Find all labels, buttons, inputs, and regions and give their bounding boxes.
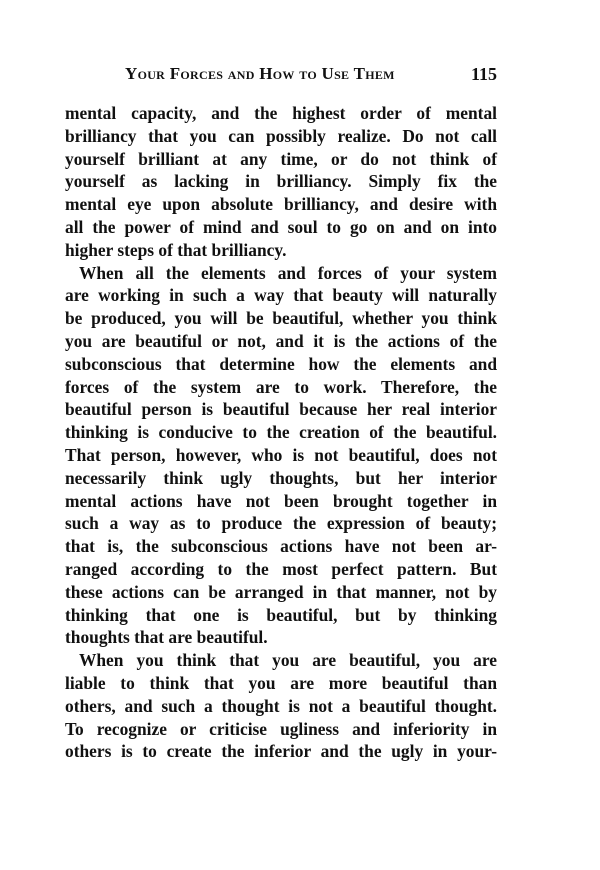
text-line: To recognize or criticise ugliness and inferiority in [65,718,497,739]
text-line: higher steps of that brilliancy. [65,239,287,260]
text-line: When all the elements and forces of your system [79,262,497,283]
text-line: mental actions have not been brought together in [65,490,497,511]
text-line: thinking is conducive to the creation of the beautiful. [65,422,497,443]
body-text [65,102,497,763]
text-line: these actions can be arranged in that manner, not by [65,581,497,602]
text-line: liable to think that you are more beautiful than [65,672,497,693]
text-line: mental eye upon absolute brilliancy, and desire with [65,194,497,215]
page-header [65,62,497,88]
text-line: others, and such a thought is not a beautiful thought. [65,695,497,716]
text-line: thoughts that are beautiful. [65,627,268,648]
paragraph [65,649,497,763]
paragraph [65,102,497,262]
page-number: 115 [470,64,497,84]
text-line: are working in such a way that beauty will naturally [65,285,497,306]
running-title: Your Forces and How to Use Them [125,64,395,83]
text-line: mental capacity, and the highest order of mental [65,103,497,123]
text-line: yourself as lacking in brilliancy. Simply fix the [65,171,497,192]
text-line: subconscious that determine how the elements and [65,353,497,374]
text-line: that is, the subconscious actions have not been ar- [65,536,497,557]
text-line: beautiful person is beautiful because her real interior [65,399,497,420]
text-line: necessarily think ugly thoughts, but her interior [65,467,497,488]
text-line: brilliancy that you can possibly realize. Do not call [65,125,497,146]
text-line: thinking that one is beautiful, but by thinking [65,604,497,625]
paragraph [65,262,497,650]
text-line: forces of the system are to work. Therefore, the [65,376,497,397]
text-line: be produced, you will be beautiful, whether you think [65,308,497,329]
text-line: such a way as to produce the expression of beauty; [65,513,497,534]
text-line: That person, however, who is not beautiful, does not [65,444,497,465]
text-line: When you think that you are beautiful, you are [79,650,497,671]
text-line: all the power of mind and soul to go on and on into [65,216,497,237]
text-line: others is to create the inferior and the ugly in your- [65,741,497,762]
text-line: ranged according to the most perfect pattern. But [65,558,497,579]
text-line: you are beautiful or not, and it is the actions of the [65,330,497,351]
text-line: yourself brilliant at any time, or do not think of [65,148,497,169]
